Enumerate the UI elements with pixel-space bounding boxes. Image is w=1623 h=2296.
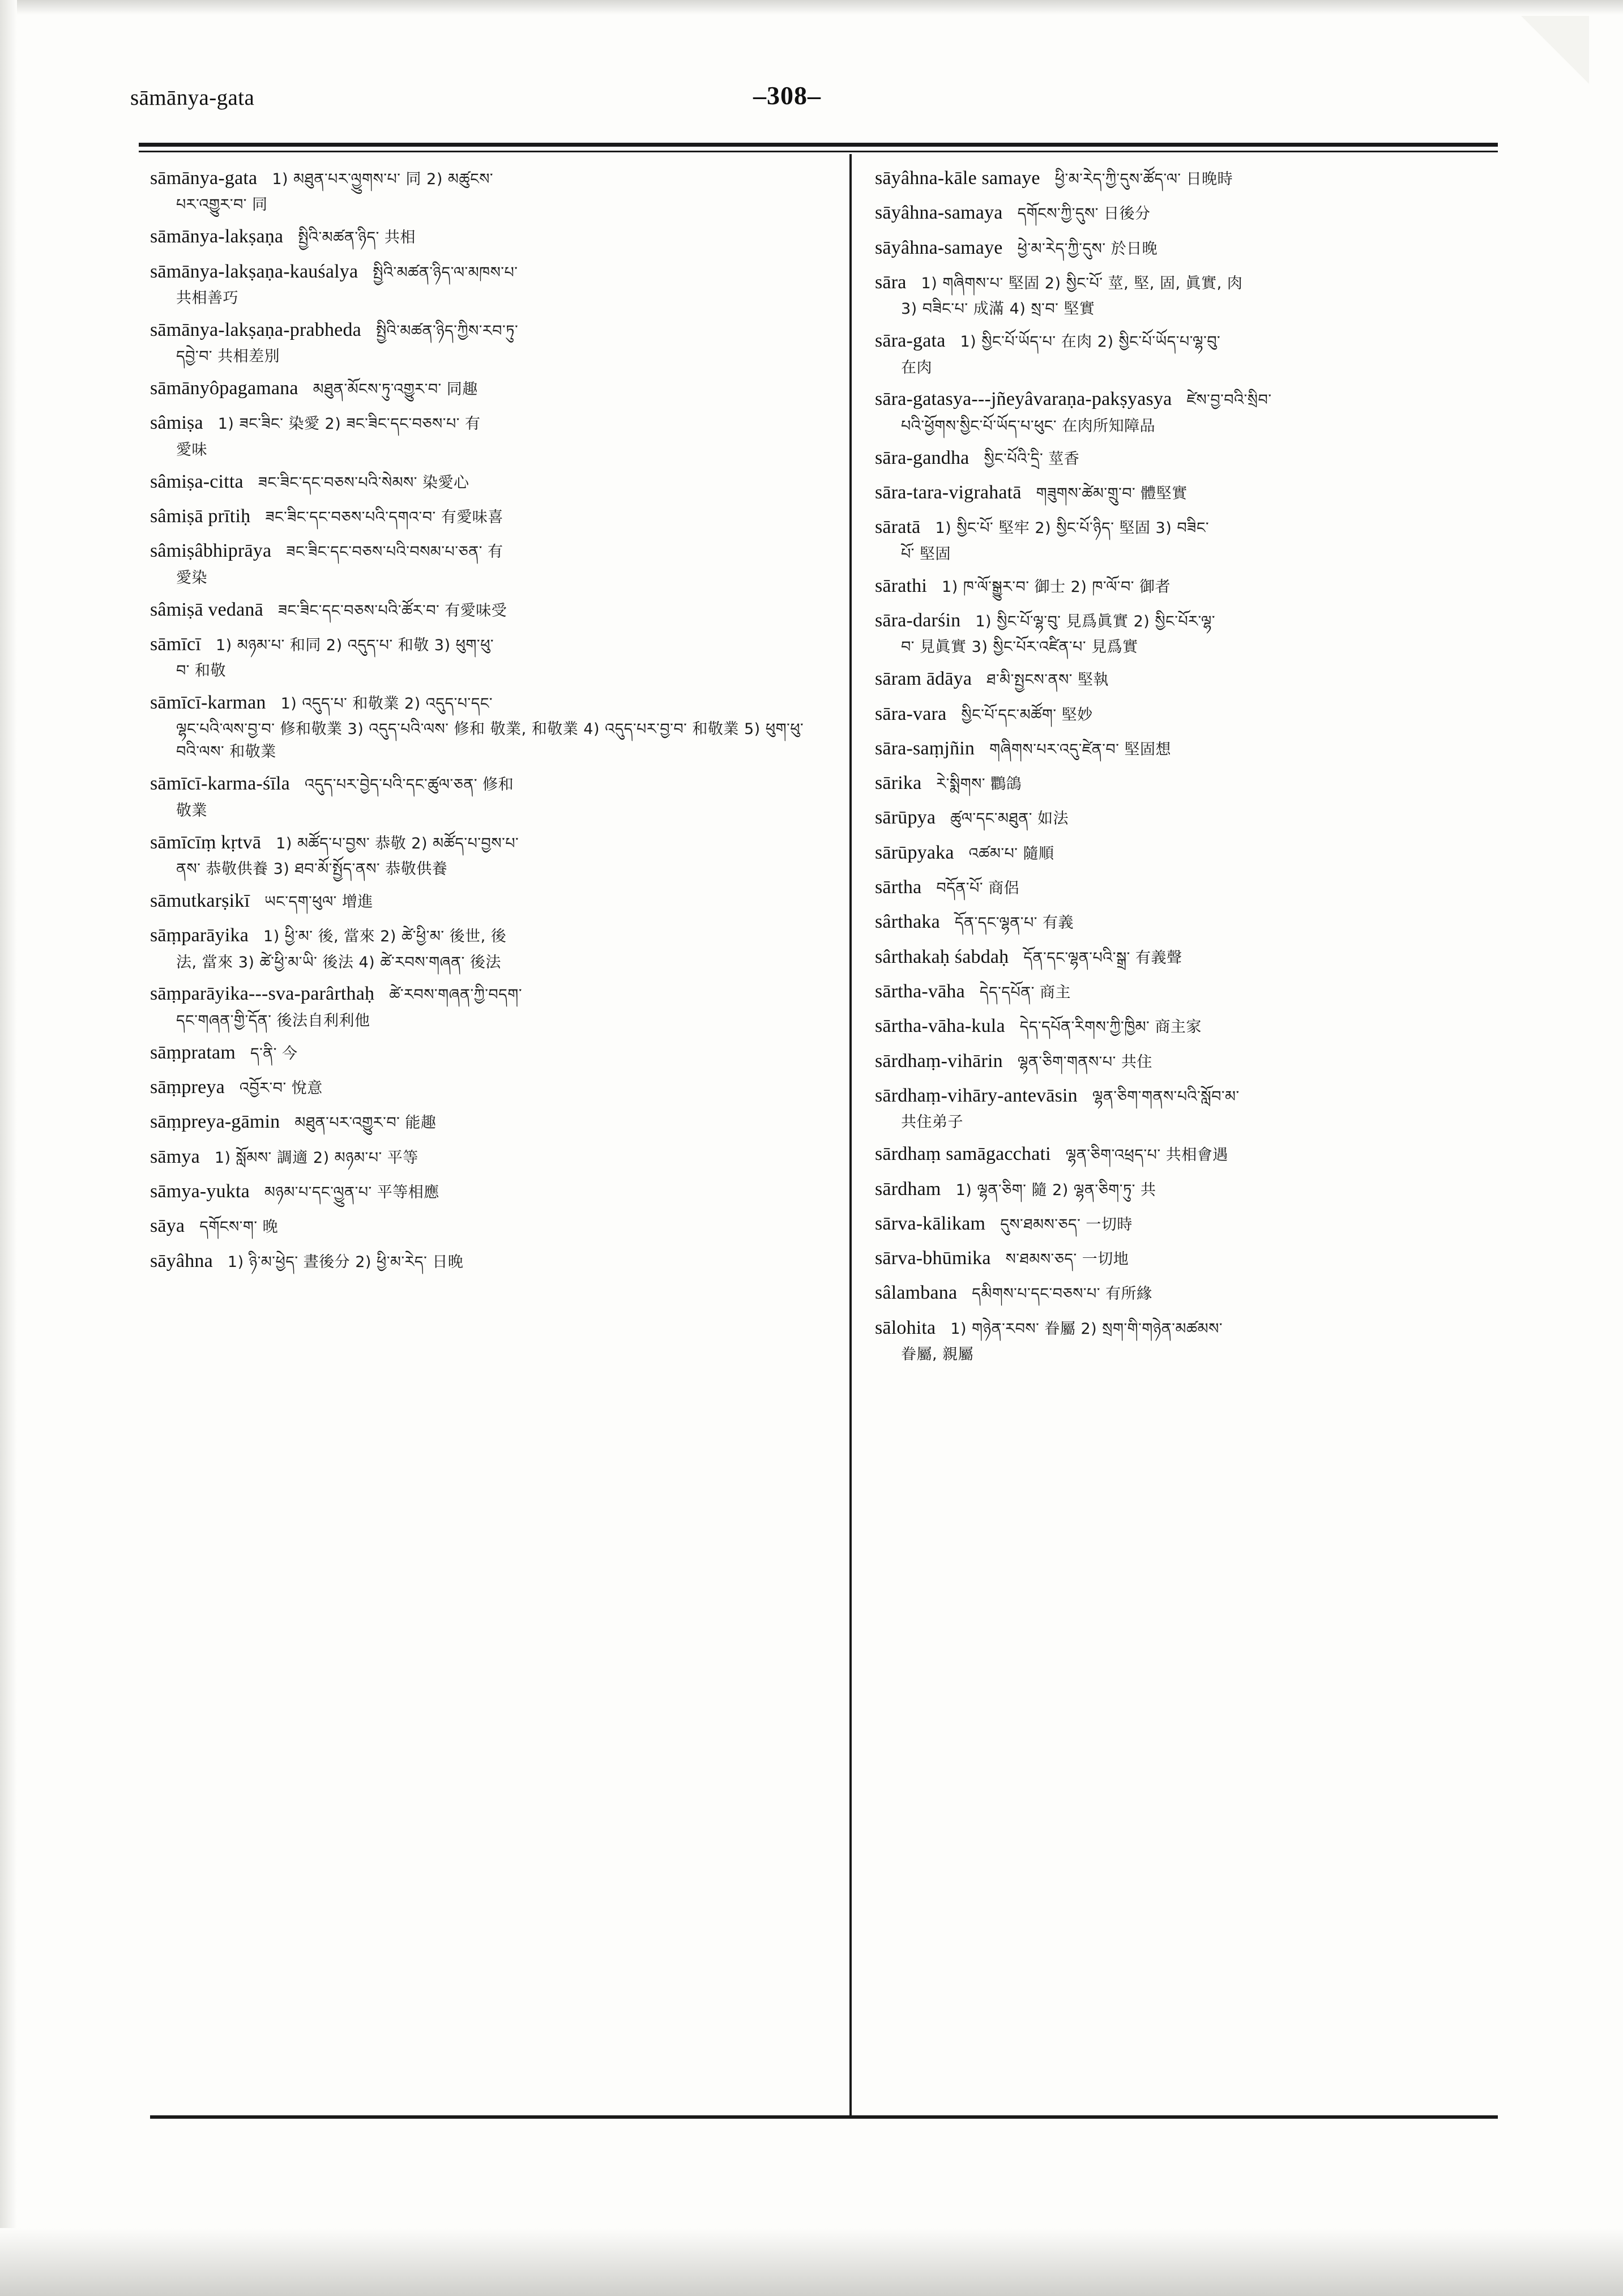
- entry-gloss: 1) སྱིང་པོ་ 堅牢 2) སྱིང་པོ་ཉིད་ 堅固 3) བཟིང་: [935, 519, 1210, 537]
- dictionary-entry: [150, 223, 824, 251]
- entry-gloss-continuation: ལྷང་པའི་ལས་བྱ་བ་ 修和敬業 3) འདུད་པའི་ལས་ 修和 敬業, 和敬業 4) འདུད་པར་བྱ་བ་ 和敬業 5) ཕུག་ཕུ་ བའི་ལས་ 和敬業: [176, 720, 804, 761]
- header-rule-thick: [139, 143, 1498, 147]
- entry-headword: sāra-gandha: [875, 447, 969, 468]
- dictionary-entry: [875, 804, 1577, 832]
- entry-headword: sâmiṣā vedanā: [150, 599, 263, 620]
- dictionary-entry: [875, 199, 1577, 227]
- entry-headword: sâmiṣa-citta: [150, 471, 244, 492]
- entry-gloss-continuation: དབྱེ་བ་ 共相差別: [176, 348, 280, 366]
- dictionary-entry: [875, 1210, 1577, 1238]
- entry-gloss: སྱིང་པོ་དང་མཚོག་ 堅妙: [961, 706, 1093, 724]
- entry-gloss: ལྷན་ཅིག་གནས་པའི་སློབ་མ་: [1092, 1087, 1240, 1106]
- entry-gloss: དགོངས་ཀྱི་དུས་ 日後分: [1017, 205, 1151, 223]
- entry-headword: sāmānya-lakṣaṇa: [150, 226, 284, 247]
- entry-gloss: 1) འདུད་པ་ 和敬業 2) འདུད་པ་དང་: [280, 695, 493, 713]
- dictionary-entry: [150, 630, 824, 682]
- entry-gloss: 1) སྱིང་པོ་ཡོད་པ་ 在肉 2) སྱིང་པོ་ཡོད་པ་ལྷ་བུ་: [960, 333, 1221, 351]
- entry-gloss: ས་ཐམས་ཅད་ 一切地: [1005, 1251, 1129, 1269]
- entry-gloss-continuation: 共相善巧: [176, 289, 238, 307]
- entry-headword: sāra-gatasya---jñeyâvaraṇa-pakṣyasya: [875, 389, 1172, 410]
- entry-headword: sāra-gata: [875, 330, 946, 352]
- dictionary-entry: [875, 444, 1577, 472]
- dictionary-entry: [875, 234, 1577, 262]
- entry-headword: sārdhaṃ samāgacchati: [875, 1143, 1051, 1165]
- entry-headword: sārdhaṃ-vihāry-antevāsin: [875, 1085, 1078, 1106]
- entry-gloss: ཡང་དག་ཕུལ་ 增進: [264, 893, 373, 911]
- entry-gloss: དུས་ཐམས་ཅད་ 一切時: [1000, 1215, 1133, 1234]
- dictionary-entry: [150, 374, 824, 403]
- entry-gloss-continuation: 眷屬, 親屬: [901, 1346, 974, 1364]
- dictionary-entry: [150, 770, 824, 822]
- entry-headword: sāṃparāyika: [150, 925, 249, 946]
- dictionary-entry: [150, 164, 824, 216]
- entry-headword: sāmānya-gata: [150, 168, 258, 189]
- dictionary-entry: [875, 839, 1577, 867]
- entry-headword: sāram ādāya: [875, 668, 972, 690]
- entry-gloss: དམིགས་པ་དང་བཅས་པ་ 有所緣: [972, 1285, 1152, 1303]
- entry-gloss-continuation: པའི་ཕྱོགས་སྱིང་པོ་ཡོད་པ་ཕུང་ 在肉所知障品: [901, 417, 1156, 435]
- entry-headword: sāmīcī-karman: [150, 692, 266, 714]
- dictionary-entry: [875, 769, 1577, 797]
- dictionary-entry: [875, 873, 1577, 902]
- entry-gloss: དེད་དཔོན་རིགས་ཀྱི་ཁྱིམ་ 商主家: [1019, 1018, 1202, 1036]
- entry-gloss: མཉམ་པ་དང་ལྱུན་པ་ 平等相應: [264, 1184, 439, 1201]
- entry-headword: sāmīcī: [150, 633, 201, 655]
- entry-headword: sāmānya-lakṣaṇa-kauśalya: [150, 261, 358, 282]
- dictionary-entry: [150, 468, 824, 496]
- entry-gloss: དེད་དཔོན་ 商主: [979, 984, 1071, 1002]
- dictionary-entry: [875, 1047, 1577, 1076]
- dictionary-entry: [150, 829, 824, 881]
- page-number: –308–: [753, 81, 821, 110]
- entry-headword: sāya: [150, 1215, 185, 1237]
- dictionary-entry: [875, 1244, 1577, 1273]
- entry-gloss: 1) ལྷན་ཅིག་ 隨 2) ལྷན་ཅིག་ཏུ་ 共: [955, 1181, 1156, 1199]
- entry-headword: sārtha-vāha-kula: [875, 1015, 1005, 1037]
- column-divider: [849, 154, 852, 2116]
- dictionary-entry: [150, 1108, 824, 1136]
- entry-gloss: རེ་སྨིགས་ 鸜鴿: [936, 775, 1022, 793]
- column-right: [875, 164, 1577, 1372]
- entry-headword: sārtha: [875, 877, 922, 898]
- entry-gloss: ཟང་ཟིང་དང་བཅས་པའི་སེམས་ 染愛心: [258, 473, 469, 492]
- entry-gloss-continuation: པོ་ 堅固: [901, 545, 951, 563]
- dictionary-entry: [150, 1073, 824, 1102]
- entry-gloss: ཛེས་བྱ་བའི་སྲིབ་: [1186, 391, 1272, 409]
- entry-gloss: 1) ཁ་ལོ་སྒྱུར་བ་ 御士 2) ཁ་ལོ་བ་ 御者: [942, 578, 1171, 596]
- dictionary-entry: [875, 1012, 1577, 1040]
- entry-gloss-continuation: 敬業: [176, 801, 207, 820]
- entry-headword: sāra-darśin: [875, 609, 961, 631]
- entry-gloss-continuation: 3) བཟིང་པ་ 成滿 4) སྲ་བ་ 堅實: [901, 300, 1095, 318]
- dictionary-entry: [875, 572, 1577, 600]
- entry-headword: sārūpyaka: [875, 842, 954, 863]
- entry-gloss: དགོངས་ག་ 晚: [199, 1218, 279, 1236]
- entry-headword: sārūpya: [875, 807, 936, 829]
- entry-gloss: 1) མཉམ་པ་ 和同 2) འདུད་པ་ 和敬 3) ཕུག་ཕུ་: [215, 636, 494, 654]
- dictionary-entry: [150, 409, 824, 461]
- entry-gloss-continuation: བ་ 和敬: [176, 662, 227, 680]
- entry-headword: sāra-vara: [875, 703, 947, 724]
- entry-gloss: ཟང་ཟིང་དང་བཅས་པའི་དགའ་བ་ 有愛味喜: [265, 509, 503, 526]
- entry-headword: sāyâhna-kāle samaye: [875, 168, 1040, 189]
- entry-headword: sāyâhna-samaye: [875, 237, 1003, 258]
- entry-headword: sāṃparāyika---sva-parârthaḥ: [150, 983, 375, 1005]
- dictionary-entry: [875, 327, 1577, 379]
- dictionary-entry: [875, 513, 1577, 565]
- entry-headword: sāra-tara-vigrahatā: [875, 482, 1022, 503]
- entry-gloss-continuation: 愛味: [176, 441, 207, 459]
- dictionary-entry: [150, 502, 824, 531]
- entry-headword: sārtha-vāha: [875, 981, 965, 1002]
- entry-headword: sāmya-yukta: [150, 1181, 250, 1202]
- dictionary-entry: [875, 607, 1577, 659]
- dictionary-entry: [875, 164, 1577, 193]
- entry-gloss: ལྷན་ཅིག་གནས་པ་ 共住: [1017, 1053, 1152, 1071]
- entry-gloss: འདུད་པར་བྱེད་པའི་དང་ཚུལ་ཅན་ 修和: [304, 776, 514, 794]
- entry-gloss-continuation: ནས་ 恭敬供養 3) ཐབ་མོ་སྤྱོད་ནས་ 恭敬供養: [176, 860, 448, 878]
- dictionary-entry: [875, 978, 1577, 1006]
- entry-gloss: 1) ཕྱི་མ་ 後, 當來 2) ཚེ་ཕྱི་མ་ 後世, 後: [263, 928, 507, 946]
- entry-gloss-continuation: 法, 當來 3) ཚེ་ཕྱི་མ་ཡི་ 後法 4) ཚེ་རབས་གཞན་ 後法: [176, 953, 501, 971]
- entry-headword: sāṃpratam: [150, 1042, 236, 1063]
- entry-gloss-continuation: 在肉: [901, 359, 932, 377]
- entry-headword: sâmiṣā prītiḥ: [150, 506, 251, 527]
- entry-gloss: 1) ཟང་ཟིང་ 染愛 2) ཟང་ཟིང་དང་བཅས་པ་ 有: [217, 415, 481, 433]
- dictionary-entry: [875, 1175, 1577, 1204]
- dictionary-entry: [875, 1140, 1577, 1168]
- dictionary-entry: [875, 479, 1577, 507]
- dictionary-entry: [875, 1314, 1577, 1366]
- entry-gloss: གཟུགས་ཚེམ་གྲུ་བ་ 體堅實: [1036, 485, 1188, 503]
- running-head: sāmānya-gata: [130, 86, 255, 110]
- dictionary-entry: [875, 700, 1577, 728]
- entry-gloss: ད་ནི་ 今: [250, 1044, 298, 1062]
- entry-headword: sāmutkarṣikī: [150, 890, 250, 911]
- dictionary-entry: [875, 735, 1577, 763]
- entry-gloss: ཚུལ་དང་མཐུན་ 如法: [950, 810, 1069, 828]
- entry-gloss: ཕྱེ་མ་རེད་ཀྱི་དུས་ 於日晚: [1017, 240, 1158, 258]
- entry-headword: sâmiṣâbhiprāya: [150, 540, 272, 562]
- entry-gloss: 1) ཉི་མ་ཕྱེད་ 晝後分 2) ཕྱི་མ་རེད་ 日晚: [227, 1253, 464, 1271]
- entry-gloss: སྤྱིའི་མཚན་ཉིད་ 共相: [298, 229, 416, 247]
- dictionary-entry: [875, 943, 1577, 971]
- entry-headword: sārdham: [875, 1178, 941, 1200]
- dictionary-entry: [150, 1143, 824, 1171]
- entry-gloss-continuation: པར་འགྱུར་བ་ 同: [176, 196, 268, 214]
- page-header: [130, 81, 1501, 125]
- dictionary-entry: [150, 596, 824, 624]
- entry-gloss: 1) མཚོད་པ་བྱས་ 恭敬 2) མཚོད་པ་བྱས་པ་: [276, 834, 519, 852]
- entry-gloss: 1) སྱིང་པོ་ལྷ་བུ་ 見爲眞實 2) སྱིང་པོར་ལྷ་: [975, 612, 1216, 630]
- entry-gloss: ཟང་ཟིང་དང་བཅས་པའི་ཚོར་བ་ 有愛味受: [277, 601, 507, 620]
- entry-headword: sâlambana: [875, 1282, 958, 1304]
- entry-headword: sārika: [875, 773, 922, 794]
- dictionary-entry: [150, 1247, 824, 1275]
- entry-gloss: འབྱོར་བ་ 悅意: [239, 1079, 323, 1098]
- scan-edge-top: [0, 0, 1623, 15]
- entry-gloss: གཞིགས་པར་འདུ་ཛེན་བ་ 堅固想: [989, 740, 1171, 758]
- footer-rule: [150, 2115, 1498, 2119]
- header-rule-thin: [139, 151, 1498, 152]
- entry-gloss: དོན་དང་ལྷན་པའི་སྒྲ་ 有義聲: [1023, 949, 1182, 967]
- dictionary-entry: [150, 1212, 824, 1240]
- entry-headword: sāmīcī-karma-śīla: [150, 773, 290, 795]
- dictionary-entry: [150, 258, 824, 310]
- dictionary-entry: [150, 537, 824, 589]
- entry-headword: sāṃpreya-gāmin: [150, 1111, 280, 1133]
- entry-headword: sâmiṣa: [150, 412, 203, 434]
- entry-headword: sāmya: [150, 1146, 200, 1167]
- entry-gloss-continuation: དང་གཞན་གྱི་དོན་ 後法自利利他: [176, 1012, 370, 1030]
- dictionary-entry: [875, 908, 1577, 936]
- entry-gloss: མཐུན་མོངས་ཏུ་འགྱུར་བ་ 同趣: [313, 381, 478, 399]
- dictionary-entry: [875, 1279, 1577, 1307]
- entry-gloss: སྤྱིའི་མཚན་ཉིད་ལ་མཁས་པ་: [373, 263, 518, 281]
- dictionary-entry: [150, 921, 824, 974]
- dictionary-entry: [150, 980, 824, 1032]
- dictionary-entry: [150, 1177, 824, 1206]
- entry-gloss: ཐ་མི་སྤྱངས་ནས་ 堅執: [986, 671, 1109, 689]
- entry-gloss: དོན་དང་ལྷན་པ་ 有義: [954, 914, 1074, 932]
- entry-gloss: ལྷན་ཅིག་འཕྲད་པ་ 共相會遇: [1065, 1146, 1228, 1164]
- entry-headword: sârthakaḥ śabdaḥ: [875, 946, 1009, 967]
- entry-headword: sārva-bhūmika: [875, 1248, 991, 1269]
- scan-edge-bottom: [0, 2228, 1623, 2296]
- entry-gloss-continuation: བ་ 見眞實 3) སྱིང་པོར་འཛིན་པ་ 見爲實: [901, 638, 1138, 656]
- entry-gloss: འཚམ་པ་ 隨順: [968, 844, 1054, 863]
- entry-gloss: སྱིང་པོའི་དྲི་ 莖香: [984, 450, 1080, 468]
- entry-gloss-continuation: 愛染: [176, 569, 207, 587]
- dictionary-entry: [875, 268, 1577, 321]
- entry-gloss: 1) སློམས་ 調適 2) མཉམ་པ་ 平等: [214, 1149, 418, 1167]
- entry-headword: sāmānya-lakṣaṇa-prabheda: [150, 319, 361, 340]
- entry-headword: sārva-kālikam: [875, 1213, 986, 1234]
- dictionary-entry: [150, 1039, 824, 1067]
- dictionary-entry: [150, 689, 824, 763]
- entry-headword: sāṃpreya: [150, 1077, 225, 1098]
- entry-headword: sāyâhna-samaya: [875, 202, 1003, 224]
- entry-gloss-continuation: 共住弟子: [901, 1113, 963, 1132]
- entry-gloss: 1) མཐུན་པར་ལྱུགས་པ་ 同 2) མཚུངས་: [272, 170, 494, 188]
- dictionary-entry: [875, 385, 1577, 437]
- entry-headword: sāra-saṃjñin: [875, 737, 975, 759]
- entry-headword: sârthaka: [875, 911, 940, 933]
- scan-edge-left: [0, 0, 17, 2296]
- entry-gloss: བདོན་པོ་ 商侶: [936, 880, 1020, 898]
- entry-headword: sāratā: [875, 517, 921, 538]
- entry-headword: sārathi: [875, 575, 928, 596]
- dictionary-entry: [150, 316, 824, 368]
- entry-gloss: ཟང་ཟིང་དང་བཅས་པའི་བསམ་པ་ཅན་ 有: [286, 543, 503, 561]
- entry-gloss: སྤྱིའི་མཚན་ཉིད་ཀྱིས་རབ་ཏུ་: [375, 322, 519, 340]
- entry-headword: sāyâhna: [150, 1250, 213, 1271]
- dictionary-entry: [875, 665, 1577, 693]
- entry-gloss: 1) གཉེན་རབས་ 眷屬 2) སྲག་གི་གཉེན་མཚམས་: [950, 1320, 1223, 1338]
- entry-headword: sāmīcīṃ kṛtvā: [150, 831, 262, 853]
- dictionary-entry: [150, 887, 824, 915]
- entry-headword: sārdhaṃ-vihārin: [875, 1050, 1003, 1072]
- entry-headword: sālohita: [875, 1317, 936, 1338]
- entry-gloss: ཚེ་རབས་གཞན་ཀྱི་བདག་: [389, 986, 522, 1004]
- entry-gloss: མཐུན་པར་འགྱུར་བ་ 能趣: [294, 1114, 437, 1132]
- entry-headword: sāra: [875, 271, 907, 293]
- entry-gloss: ཕྱི་མ་རེད་ཀྱི་དུས་ཚོད་ལ་ 日晚時: [1054, 170, 1233, 188]
- column-left: [150, 164, 824, 1282]
- scan-corner-fold: [1521, 16, 1589, 84]
- dictionary-entry: [875, 1082, 1577, 1134]
- entry-headword: sāmānyôpagamana: [150, 378, 298, 399]
- entry-gloss: 1) གཞིགས་པ་ 堅固 2) སྱིང་པོ་ 莖, 堅, 固, 眞實, 肉: [921, 274, 1243, 292]
